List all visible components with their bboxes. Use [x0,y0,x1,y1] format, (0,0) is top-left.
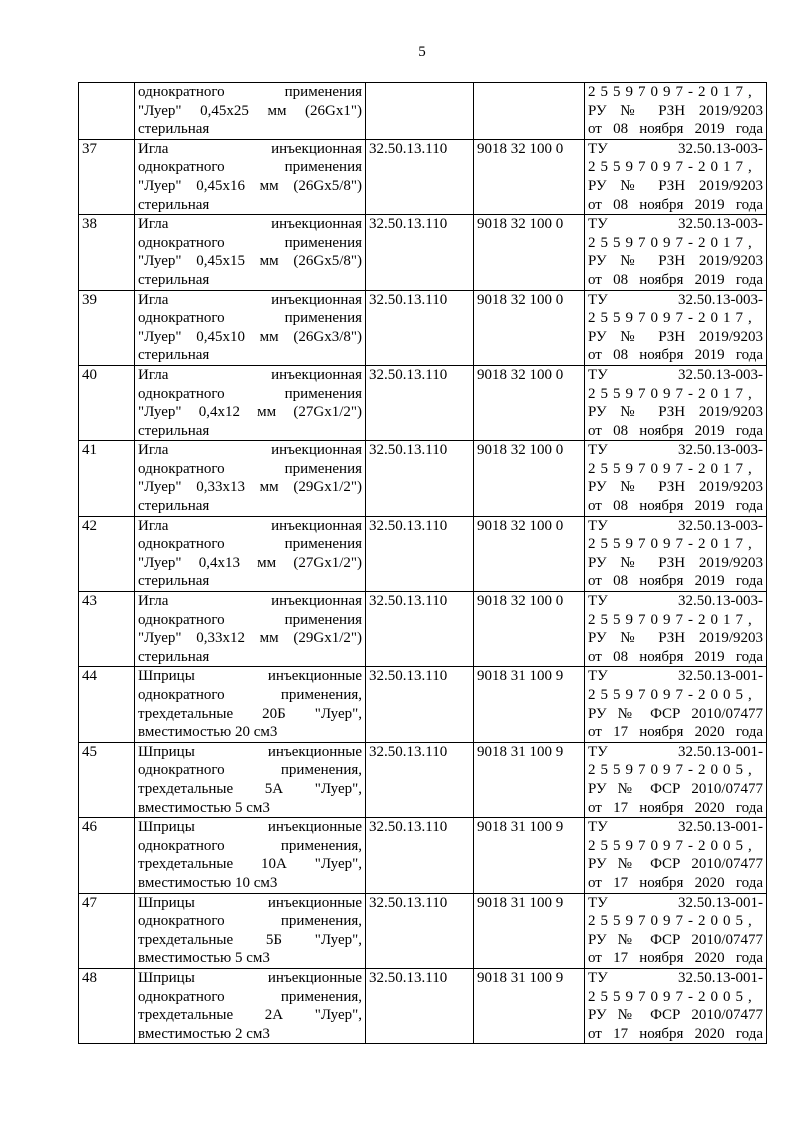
okpd2-code: 32.50.13.110 [369,819,448,836]
row-number-cell [79,592,135,667]
tu-ru-line: ТУ 32.50.13-001- [588,668,763,685]
product-name-line: стерильная [138,573,210,590]
tu-ru-line: 25597097-2005, [588,988,757,1005]
row-number-cell [79,83,135,140]
okpd2-code-cell [366,139,474,214]
row-number: 38 [82,216,97,233]
product-name-cell [135,592,366,667]
product-name-cell [135,365,366,440]
tu-ru-line: ТУ 32.50.13-003- [588,291,763,308]
tu-ru-line: от 08 ноября 2019 года [588,498,763,515]
product-name-line: вместимостью 10 см3 [138,874,278,891]
product-name-line: "Луер" 0,45x25 мм (26Gx1") [138,102,362,119]
product-name-cell [135,818,366,893]
tu-ru-line: РУ № РЗН 2019/9203 [588,404,763,421]
tu-ru-line: 25597097-2005, [588,837,757,854]
row-number-cell [79,516,135,591]
row-number: 39 [82,291,97,308]
row-number-cell [79,139,135,214]
okpd2-code-cell [366,83,474,140]
product-name-line: "Луер" 0,33x12 мм (29Gx1/2") [138,630,362,647]
products-table [78,82,767,1044]
tnved-code: 9018 32 100 0 [477,366,564,383]
tu-ru-line: ТУ 32.50.13-003- [588,140,763,157]
tu-ru-line: ТУ 32.50.13-003- [588,216,763,233]
okpd2-code: 32.50.13.110 [369,216,448,233]
product-name-line: стерильная [138,196,210,213]
product-name-line: Игла инъекционная [138,517,362,534]
tu-ru-line: от 08 ноября 2019 года [588,347,763,364]
tnved-code-cell [474,441,585,516]
tnved-code: 9018 32 100 0 [477,216,564,233]
tu-ru-cell [585,968,767,1043]
tu-ru-cell [585,592,767,667]
okpd2-code-cell [366,290,474,365]
table-row [79,818,767,893]
row-number-cell [79,742,135,817]
product-name-line: однократного применения, [138,988,362,1005]
okpd2-code-cell [366,818,474,893]
tu-ru-line: ТУ 32.50.13-003- [588,366,763,383]
tnved-code-cell [474,516,585,591]
tu-ru-cell [585,516,767,591]
tu-ru-line: 25597097-2017, [588,611,757,628]
row-number-cell [79,365,135,440]
row-number: 44 [82,668,97,685]
tu-ru-line: 25597097-2017, [588,460,757,477]
row-number: 48 [82,969,97,986]
tu-ru-line: РУ № РЗН 2019/9203 [588,253,763,270]
product-name-line: трехдетальные 5А "Луер", [138,780,362,797]
table-row [79,290,767,365]
product-name-line: Шприцы инъекционные [138,894,362,911]
okpd2-code: 32.50.13.110 [369,291,448,308]
product-name-line: Шприцы инъекционные [138,969,362,986]
tnved-code-cell [474,742,585,817]
tu-ru-line: ТУ 32.50.13-001- [588,894,763,911]
okpd2-code-cell [366,968,474,1043]
tnved-code-cell [474,893,585,968]
tnved-code-cell [474,667,585,742]
row-number: 46 [82,819,97,836]
row-number: 41 [82,442,97,459]
tnved-code: 9018 32 100 0 [477,442,564,459]
product-name-line: стерильная [138,347,210,364]
product-name-line: Игла инъекционная [138,366,362,383]
okpd2-code: 32.50.13.110 [369,366,448,383]
product-name-line: "Луер" 0,33x13 мм (29Gx1/2") [138,479,362,496]
tu-ru-cell [585,290,767,365]
product-name-line: стерильная [138,648,210,665]
row-number-cell [79,290,135,365]
tnved-code-cell [474,83,585,140]
tu-ru-line: 25597097-2005, [588,687,757,703]
okpd2-code: 32.50.13.110 [369,442,448,459]
tu-ru-line: от 17 ноября 2020 года [588,724,763,741]
product-name-line: Игла инъекционная [138,593,362,610]
product-name-line: стерильная [138,498,210,515]
product-name-line: Шприцы инъекционные [138,668,362,685]
product-name-cell [135,441,366,516]
product-name-line: Игла инъекционная [138,442,362,459]
okpd2-code-cell [366,441,474,516]
row-number: 40 [82,366,97,383]
product-name-line: однократного применения, [138,687,362,703]
product-name-cell [135,290,366,365]
okpd2-code: 32.50.13.110 [369,593,448,610]
tu-ru-line: РУ № ФСР 2010/07477 [588,705,763,722]
table-row [79,893,767,968]
tu-ru-line: 25597097-2017, [588,84,757,100]
product-name-line: однократного применения [138,310,362,327]
tu-ru-line: от 17 ноября 2020 года [588,799,763,816]
product-name-line: Игла инъекционная [138,140,362,157]
table-row [79,968,767,1043]
tnved-code-cell [474,968,585,1043]
tu-ru-line: ТУ 32.50.13-003- [588,517,763,534]
table-row [79,83,767,140]
okpd2-code: 32.50.13.110 [369,743,448,760]
row-number-cell [79,215,135,290]
product-name-line: "Луер" 0,4x13 мм (27Gx1/2") [138,554,362,571]
tu-ru-cell [585,215,767,290]
table-row [79,215,767,290]
product-name-line: трехдетальные 5Б "Луер", [138,931,362,948]
tnved-code: 9018 32 100 0 [477,517,564,534]
product-name-cell [135,893,366,968]
tnved-code-cell [474,290,585,365]
tu-ru-line: ТУ 32.50.13-001- [588,969,763,986]
product-name-line: однократного применения [138,611,362,628]
tu-ru-line: 25597097-2005, [588,762,757,779]
tnved-code-cell [474,592,585,667]
table-row [79,516,767,591]
product-name-line: вместимостью 5 см3 [138,950,270,967]
product-name-cell [135,667,366,742]
okpd2-code-cell [366,516,474,591]
table-row [79,441,767,516]
table-row [79,667,767,742]
tu-ru-line: от 17 ноября 2020 года [588,950,763,967]
product-name-line: однократного применения [138,385,362,402]
tnved-code: 9018 31 100 9 [477,743,564,760]
product-name-cell [135,968,366,1043]
product-name-line: однократного применения, [138,762,362,779]
tnved-code: 9018 31 100 9 [477,894,564,911]
tu-ru-line: 25597097-2017, [588,310,757,327]
table-row [79,365,767,440]
tu-ru-cell [585,365,767,440]
okpd2-code: 32.50.13.110 [369,668,448,685]
product-name-line: стерильная [138,121,210,138]
tu-ru-line: РУ № РЗН 2019/9203 [588,554,763,571]
product-name-line: Игла инъекционная [138,216,362,233]
product-name-line: однократного применения, [138,837,362,854]
row-number-cell [79,968,135,1043]
tnved-code: 9018 31 100 9 [477,969,564,986]
okpd2-code-cell [366,667,474,742]
product-name-line: Шприцы инъекционные [138,819,362,836]
product-name-line: однократного применения [138,536,362,553]
row-number-cell [79,893,135,968]
tu-ru-line: РУ № ФСР 2010/07477 [588,931,763,948]
tu-ru-line: РУ № РЗН 2019/9203 [588,177,763,194]
okpd2-code: 32.50.13.110 [369,140,448,157]
tnved-code-cell [474,139,585,214]
product-name-line: трехдетальные 10А "Луер", [138,856,362,873]
okpd2-code-cell [366,215,474,290]
product-name-line: стерильная [138,271,210,288]
row-number: 42 [82,517,97,534]
tu-ru-cell [585,83,767,140]
tu-ru-line: от 17 ноября 2020 года [588,1025,763,1042]
tu-ru-cell [585,742,767,817]
tu-ru-line: РУ № РЗН 2019/9203 [588,479,763,496]
product-name-line: Игла инъекционная [138,291,362,308]
product-name-line: вместимостью 20 см3 [138,724,278,741]
product-name-line: вместимостью 2 см3 [138,1025,270,1042]
tnved-code: 9018 32 100 0 [477,593,564,610]
tu-ru-cell [585,818,767,893]
tu-ru-line: от 17 ноября 2020 года [588,874,763,891]
product-name-line: вместимостью 5 см3 [138,799,270,816]
product-name-cell [135,742,366,817]
row-number-cell [79,818,135,893]
product-name-line: "Луер" 0,45x10 мм (26Gx3/8") [138,328,362,345]
tu-ru-line: ТУ 32.50.13-001- [588,819,763,836]
row-number-cell [79,441,135,516]
tu-ru-line: от 08 ноября 2019 года [588,573,763,590]
row-number: 37 [82,140,97,157]
product-name-line: Шприцы инъекционные [138,743,362,760]
product-name-cell [135,139,366,214]
table-row [79,742,767,817]
row-number: 45 [82,743,97,760]
row-number-cell [79,667,135,742]
product-name-line: "Луер" 0,45x15 мм (26Gx5/8") [138,253,362,270]
product-name-cell [135,516,366,591]
row-number: 47 [82,894,97,911]
tu-ru-line: ТУ 32.50.13-003- [588,593,763,610]
tu-ru-line: 25597097-2017, [588,385,757,402]
okpd2-code: 32.50.13.110 [369,894,448,911]
product-name-line: однократного применения, [138,913,362,930]
tu-ru-line: 25597097-2017, [588,234,757,251]
table-row [79,139,767,214]
product-name-line: однократного применения [138,84,362,100]
tu-ru-line: РУ № РЗН 2019/9203 [588,630,763,647]
okpd2-code-cell [366,893,474,968]
product-name-cell [135,83,366,140]
tu-ru-line: от 08 ноября 2019 года [588,422,763,439]
okpd2-code: 32.50.13.110 [369,517,448,534]
tu-ru-line: РУ № РЗН 2019/9203 [588,102,763,119]
tu-ru-line: от 08 ноября 2019 года [588,271,763,288]
tu-ru-cell [585,893,767,968]
okpd2-code-cell [366,365,474,440]
tnved-code: 9018 31 100 9 [477,668,564,685]
tu-ru-line: РУ № ФСР 2010/07477 [588,856,763,873]
tu-ru-line: от 08 ноября 2019 года [588,648,763,665]
product-name-line: трехдетальные 20Б "Луер", [138,705,362,722]
tu-ru-line: от 08 ноября 2019 года [588,196,763,213]
okpd2-code: 32.50.13.110 [369,969,448,986]
tu-ru-cell [585,441,767,516]
tu-ru-cell [585,667,767,742]
page-number: 5 [418,44,426,60]
tnved-code-cell [474,365,585,440]
tnved-code: 9018 31 100 9 [477,819,564,836]
product-name-cell [135,215,366,290]
tnved-code-cell [474,215,585,290]
tu-ru-line: 25597097-2017, [588,159,757,176]
okpd2-code-cell [366,742,474,817]
tu-ru-line: 25597097-2017, [588,536,757,553]
tu-ru-cell [585,139,767,214]
tu-ru-line: РУ № ФСР 2010/07477 [588,780,763,797]
tu-ru-line: от 08 ноября 2019 года [588,121,763,138]
tu-ru-line: ТУ 32.50.13-001- [588,743,763,760]
tu-ru-line: ТУ 32.50.13-003- [588,442,763,459]
tu-ru-line: РУ № ФСР 2010/07477 [588,1007,763,1024]
product-name-line: однократного применения [138,234,362,251]
tnved-code: 9018 32 100 0 [477,140,564,157]
product-name-line: "Луер" 0,45x16 мм (26Gx5/8") [138,177,362,194]
tu-ru-line: РУ № РЗН 2019/9203 [588,328,763,345]
tnved-code: 9018 32 100 0 [477,291,564,308]
table-row [79,592,767,667]
product-name-line: трехдетальные 2А "Луер", [138,1007,362,1024]
product-name-line: "Луер" 0,4x12 мм (27Gx1/2") [138,404,362,421]
row-number: 43 [82,593,97,610]
okpd2-code-cell [366,592,474,667]
product-name-line: однократного применения [138,460,362,477]
product-name-line: стерильная [138,422,210,439]
tnved-code-cell [474,818,585,893]
tu-ru-line: 25597097-2005, [588,913,757,930]
product-name-line: однократного применения [138,159,362,176]
